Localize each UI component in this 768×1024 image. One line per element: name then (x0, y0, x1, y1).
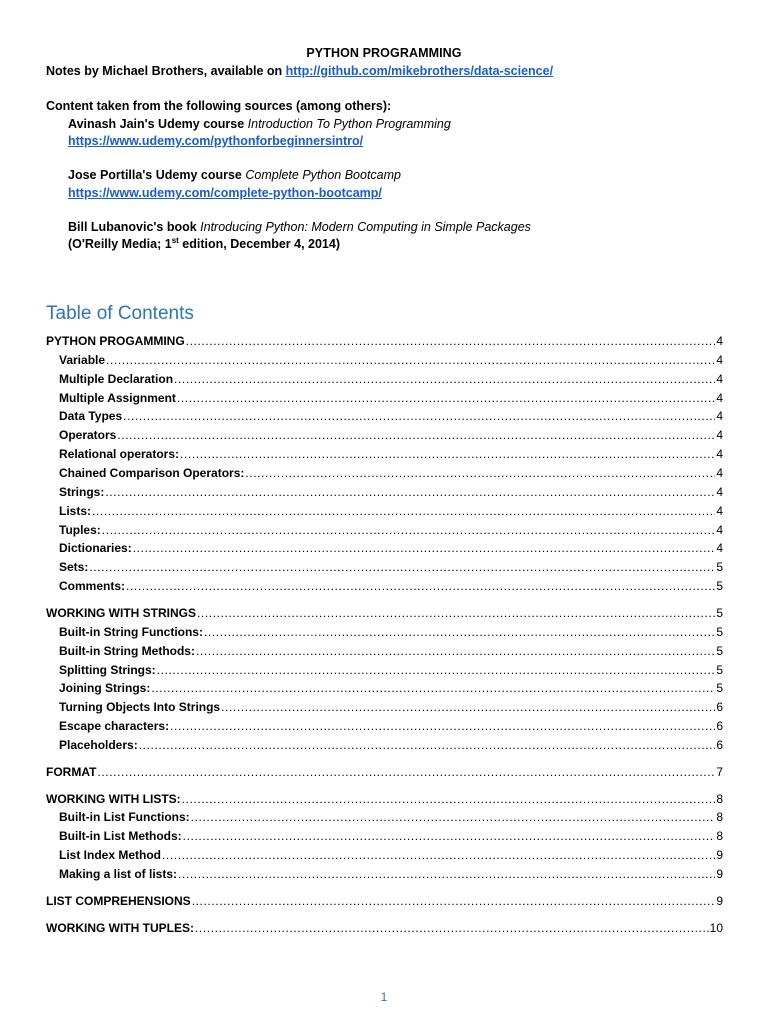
toc-entry-label: Relational operators: (59, 447, 180, 462)
toc-entry[interactable] (59, 700, 723, 716)
toc-entry-page: 5 (716, 643, 723, 658)
toc-entry[interactable] (46, 334, 723, 350)
toc-entry-page: 4 (716, 522, 723, 537)
toc-entry-page: 5 (716, 624, 723, 639)
source-1-link[interactable]: https://www.udemy.com/pythonforbeginnersintro/ (68, 134, 364, 148)
publication-text-end: edition, December 4, 2014) (178, 237, 341, 251)
source-1-title: Introduction To Python Programming (247, 117, 451, 131)
toc-entry-label: Built-in List Methods: (59, 829, 182, 844)
edition-superscript: st (171, 235, 179, 245)
toc-entry-label: Variable (59, 352, 106, 367)
toc-leader-dots (89, 560, 715, 574)
toc-leader-dots (177, 391, 715, 405)
toc-entry-page: 8 (716, 829, 723, 844)
toc-entry-label: Multiple Assignment (59, 390, 176, 405)
page-number: 1 (380, 990, 388, 1004)
toc-leader-dots (151, 681, 715, 695)
toc-entry-page: 9 (716, 848, 723, 863)
toc-leader-dots (157, 663, 716, 677)
toc-entry[interactable] (59, 391, 723, 407)
toc-entry[interactable] (46, 894, 723, 910)
toc-entry[interactable] (59, 829, 723, 845)
toc-heading: Table of Contents (46, 303, 194, 324)
toc-entry-label: WORKING WITH TUPLES: (46, 920, 194, 935)
toc-entry[interactable] (59, 579, 723, 595)
toc-entry[interactable] (59, 353, 723, 369)
toc-leader-dots (191, 810, 716, 824)
source-1 (68, 117, 451, 131)
toc-entry-label: Turning Objects Into Strings (59, 700, 221, 715)
publication-text: (O'Reilly Media; 1 (68, 237, 172, 251)
toc-leader-dots (180, 447, 715, 461)
source-2-author: Jose Portilla's Udemy course (68, 168, 246, 182)
toc-entry[interactable] (59, 447, 723, 463)
toc-entry-page: 5 (716, 560, 723, 575)
toc-entry[interactable] (59, 409, 723, 425)
toc-entry-label: Strings: (59, 484, 105, 499)
toc-entry-page: 10 (709, 920, 723, 935)
toc-leader-dots (197, 606, 715, 620)
toc-entry-label: Escape characters: (59, 719, 170, 733)
toc-leader-dots (123, 409, 715, 423)
toc-entry-label: Dictionaries: (59, 541, 132, 556)
toc-leader-dots (221, 700, 715, 714)
document-title: PYTHON PROGRAMMING (306, 46, 462, 60)
toc-leader-dots (195, 921, 709, 935)
toc-entry-page: 8 (716, 810, 723, 825)
toc-entry-page: 6 (716, 719, 723, 733)
toc-entry-label: Comments: (59, 579, 126, 593)
toc-entry-label: LIST COMPREHENSIONS (46, 893, 191, 908)
toc-entry-page: 6 (716, 737, 723, 752)
toc-entry-label: WORKING WITH STRINGS (46, 605, 196, 620)
toc-leader-dots (139, 738, 716, 752)
toc-entry-page: 4 (716, 352, 723, 367)
toc-entry-page: 9 (716, 867, 723, 881)
source-2 (68, 168, 401, 182)
toc-entry[interactable] (59, 848, 723, 864)
toc-entry-page: 8 (716, 791, 723, 806)
toc-leader-dots (106, 353, 715, 367)
toc-entry[interactable] (59, 644, 723, 660)
toc-entry[interactable] (59, 560, 723, 576)
toc-entry[interactable] (59, 738, 723, 754)
toc-entry[interactable] (59, 867, 723, 883)
toc-leader-dots (196, 644, 715, 658)
toc-entry-label: Sets: (59, 560, 89, 575)
toc-entry-label: Data Types (59, 409, 123, 424)
toc-entry[interactable] (59, 625, 723, 641)
toc-entry-label: PYTHON PROGAMMING (46, 334, 185, 348)
toc-entry-page: 7 (716, 764, 723, 779)
toc-entry[interactable] (59, 372, 723, 388)
toc-leader-dots (105, 485, 715, 499)
toc-entry[interactable] (46, 606, 723, 622)
notes-prefix: Notes by Michael Brothers, available on (46, 64, 286, 78)
toc-entry-page: 4 (716, 371, 723, 386)
toc-leader-dots (126, 579, 715, 593)
toc-entry-page: 4 (716, 503, 723, 518)
toc-entry-label: Built-in List Functions: (59, 810, 190, 825)
toc-leader-dots (117, 428, 715, 442)
toc-entry-page: 9 (716, 893, 723, 908)
toc-entry-page: 5 (716, 662, 723, 677)
toc-entry-page: 4 (716, 465, 723, 480)
toc-entry-label: FORMAT (46, 764, 97, 779)
source-2-title: Complete Python Bootcamp (245, 168, 401, 182)
toc-entry-page: 4 (716, 447, 723, 462)
toc-entry-page: 5 (716, 579, 723, 593)
toc-leader-dots (178, 867, 715, 881)
source-1-author: Avinash Jain's Udemy course (68, 117, 248, 131)
toc-entry-label: Joining Strings: (59, 681, 151, 696)
source-3 (68, 220, 531, 234)
toc-entry-label: Multiple Declaration (59, 371, 174, 386)
toc-entry[interactable] (59, 681, 723, 697)
toc-entry-page: 5 (716, 681, 723, 696)
toc-entry[interactable] (59, 466, 723, 482)
source-3-author: Bill Lubanovic's book (68, 220, 201, 234)
toc-leader-dots (245, 466, 715, 480)
toc-entry[interactable] (59, 485, 723, 501)
toc-entry-page: 4 (716, 390, 723, 405)
toc-entry[interactable] (46, 792, 723, 808)
toc-entry-label: WORKING WITH LISTS: (46, 791, 181, 806)
toc-entry[interactable] (46, 765, 723, 781)
toc-entry[interactable] (59, 810, 723, 826)
toc-entry-label: Operators (59, 428, 117, 443)
toc-leader-dots (162, 848, 715, 862)
toc-entry[interactable] (59, 719, 723, 735)
toc-entry-label: List Index Method (59, 848, 161, 863)
toc-leader-dots (182, 792, 716, 806)
source-2-link[interactable]: https://www.udemy.com/complete-python-bootcamp/ (68, 186, 382, 200)
toc-leader-dots (192, 894, 716, 908)
github-link[interactable]: http://github.com/mikebrothers/data-science/ (285, 64, 554, 78)
toc-entry-label: Making a list of lists: (59, 867, 178, 881)
toc-entry-page: 4 (716, 409, 723, 424)
toc-entry-label: Built-in String Functions: (59, 624, 203, 639)
toc-entry[interactable] (59, 663, 723, 679)
sources-intro: Content taken from the following sources (among others): (46, 99, 392, 113)
toc-leader-dots (204, 625, 715, 639)
source-3-title: Introducing Python: Modern Computing in Simple Packages (200, 220, 531, 234)
toc-entry-page: 4 (716, 541, 723, 556)
toc-entry-page: 4 (716, 428, 723, 443)
toc-entry-label: Lists: (59, 503, 92, 518)
toc-entry-label: Tuples: (59, 522, 101, 537)
toc-leader-dots (92, 504, 715, 518)
toc-entry-label: Placeholders: (59, 737, 138, 752)
toc-entry[interactable] (46, 921, 723, 937)
toc-entry-page: 4 (716, 484, 723, 499)
toc-entry-label: Built-in String Methods: (59, 643, 195, 658)
toc-entry[interactable] (59, 541, 723, 557)
toc-entry-page: 6 (716, 700, 723, 715)
toc-entry[interactable] (59, 523, 723, 539)
toc-leader-dots (102, 523, 716, 537)
toc-entry-label: Splitting Strings: (59, 662, 156, 677)
toc-entry-label: Chained Comparison Operators: (59, 465, 245, 480)
toc-entry-page: 4 (716, 334, 723, 348)
toc-leader-dots (174, 372, 715, 386)
toc-leader-dots (183, 829, 716, 843)
toc-leader-dots (170, 719, 715, 733)
toc-entry[interactable] (59, 504, 723, 520)
toc-leader-dots (97, 765, 715, 779)
toc-entry[interactable] (59, 428, 723, 444)
toc-leader-dots (133, 541, 716, 555)
toc-entry-page: 5 (716, 605, 723, 620)
toc-leader-dots (186, 334, 716, 348)
notes-line (46, 64, 553, 78)
source-3-publication (68, 237, 340, 251)
